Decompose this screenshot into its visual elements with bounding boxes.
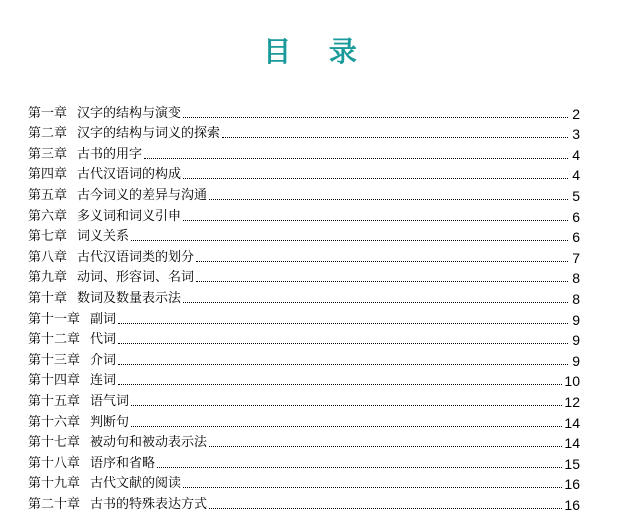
chapter-title: 副词 (90, 311, 117, 327)
toc-entry-heading (28, 477, 181, 491)
dot-leader (183, 219, 568, 221)
dot-leader (144, 157, 568, 159)
page-title: 目 录 (263, 35, 371, 68)
chapter-title: 古今词义的差异与沟通 (77, 187, 208, 203)
toc-entry-heading (28, 313, 116, 327)
dot-leader (118, 363, 568, 365)
toc-entry[interactable] (28, 285, 580, 306)
chapter-number: 第十一章 (28, 311, 81, 327)
toc-entry[interactable] (28, 162, 580, 183)
toc-entry-heading (28, 416, 129, 430)
toc-entry-heading (28, 127, 220, 141)
chapter-title: 词义关系 (77, 229, 130, 245)
toc-entry[interactable] (28, 244, 580, 265)
toc-entry[interactable] (28, 347, 580, 368)
dot-leader (131, 404, 562, 406)
chapter-number: 第二十章 (28, 496, 81, 512)
toc-entry-heading (28, 374, 116, 388)
chapter-number: 第十六章 (28, 414, 81, 430)
chapter-title: 判断句 (90, 414, 130, 430)
dot-leader (183, 177, 568, 179)
toc-entry[interactable] (28, 141, 580, 162)
chapter-number: 第七章 (28, 229, 68, 245)
toc-entry[interactable] (28, 100, 580, 121)
chapter-number: 第九章 (28, 270, 68, 286)
toc-entry[interactable] (28, 182, 580, 203)
page-number: 16 (564, 496, 580, 513)
page-number: 9 (572, 352, 580, 369)
page-number: 9 (572, 311, 580, 328)
dot-leader (209, 507, 562, 509)
chapter-title: 语气词 (90, 393, 130, 409)
chapter-title: 介词 (90, 352, 117, 368)
chapter-number: 第十五章 (28, 393, 81, 409)
chapter-number: 第十七章 (28, 435, 81, 451)
toc-entry[interactable] (28, 265, 580, 286)
chapter-number: 第一章 (28, 105, 68, 121)
page-number: 15 (564, 455, 580, 472)
chapter-title: 古书的特殊表达方式 (90, 496, 208, 512)
chapter-number: 第五章 (28, 187, 68, 203)
toc-entry-heading (28, 333, 116, 347)
toc-entry-heading (28, 251, 194, 265)
toc-entry[interactable] (28, 203, 580, 224)
toc-entry-heading (28, 189, 207, 203)
dot-leader (118, 342, 568, 344)
page-number: 14 (564, 435, 580, 452)
page-number: 6 (572, 229, 580, 246)
page-number: 8 (572, 270, 580, 287)
chapter-number: 第四章 (28, 167, 68, 183)
chapter-number: 第二章 (28, 126, 68, 142)
toc-entry-heading (28, 436, 207, 450)
page-number: 6 (572, 208, 580, 225)
dot-leader (222, 136, 568, 138)
dot-leader (183, 486, 562, 488)
chapter-number: 第十九章 (28, 476, 81, 492)
page-number: 3 (572, 126, 580, 143)
page-number: 5 (572, 187, 580, 204)
toc-entry-heading (28, 168, 181, 182)
page-number: 7 (572, 249, 580, 266)
chapter-title: 古代汉语词的构成 (77, 167, 182, 183)
toc-entry-heading (28, 210, 181, 224)
dot-leader (183, 301, 568, 303)
chapter-title: 代词 (90, 332, 117, 348)
page-number: 16 (564, 476, 580, 493)
page-number: 8 (572, 290, 580, 307)
toc-entry[interactable] (28, 388, 580, 409)
toc-entry[interactable] (28, 450, 580, 471)
dot-leader (196, 260, 568, 262)
dot-leader (157, 466, 562, 468)
chapter-title: 古书的用字 (77, 146, 143, 162)
table-of-contents (28, 100, 580, 512)
toc-entry-heading (28, 107, 181, 121)
toc-entry[interactable] (28, 471, 580, 492)
chapter-number: 第十四章 (28, 373, 81, 389)
dot-leader (118, 383, 562, 385)
chapter-number: 第十三章 (28, 352, 81, 368)
chapter-title: 动词、形容词、名词 (77, 270, 195, 286)
page-number: 10 (564, 373, 580, 390)
toc-entry[interactable] (28, 306, 580, 327)
dot-leader (196, 280, 568, 282)
page-number: 2 (572, 105, 580, 122)
chapter-title: 古代汉语词类的划分 (77, 249, 195, 265)
chapter-number: 第十二章 (28, 332, 81, 348)
chapter-title: 连词 (90, 373, 117, 389)
page-number: 4 (572, 146, 580, 163)
chapter-number: 第三章 (28, 146, 68, 162)
toc-entry-heading (28, 230, 129, 244)
dot-leader (131, 425, 562, 427)
chapter-title: 古代文献的阅读 (90, 476, 182, 492)
dot-leader (131, 239, 568, 241)
toc-entry[interactable] (28, 491, 580, 512)
chapter-number: 第八章 (28, 249, 68, 265)
toc-entry[interactable] (28, 409, 580, 430)
dot-leader (183, 116, 568, 118)
chapter-number: 第十八章 (28, 455, 81, 471)
toc-entry-heading (28, 457, 155, 471)
dot-leader (209, 445, 562, 447)
page-number: 12 (564, 393, 580, 410)
toc-entry[interactable] (28, 121, 580, 142)
toc-entry[interactable] (28, 327, 580, 348)
chapter-title: 汉字的结构与词义的探索 (77, 126, 221, 142)
toc-entry-heading (28, 498, 207, 512)
toc-entry-heading (28, 148, 142, 162)
chapter-title: 语序和省略 (90, 455, 156, 471)
toc-entry[interactable] (28, 430, 580, 451)
dot-leader (209, 198, 568, 200)
chapter-title: 被动句和被动表示法 (90, 435, 208, 451)
chapter-number: 第六章 (28, 208, 68, 224)
toc-entry-heading (28, 395, 129, 409)
chapter-number: 第十章 (28, 290, 68, 306)
chapter-title: 汉字的结构与演变 (77, 105, 182, 121)
toc-entry[interactable] (28, 368, 580, 389)
page-number: 9 (572, 332, 580, 349)
toc-entry-heading (28, 271, 194, 285)
toc-entry-heading (28, 292, 181, 306)
chapter-title: 多义词和词义引申 (77, 208, 182, 224)
page-number: 4 (572, 167, 580, 184)
page-number: 14 (564, 414, 580, 431)
toc-entry-heading (28, 354, 116, 368)
dot-leader (118, 322, 568, 324)
chapter-title: 数词及数量表示法 (77, 290, 182, 306)
toc-entry[interactable] (28, 224, 580, 245)
